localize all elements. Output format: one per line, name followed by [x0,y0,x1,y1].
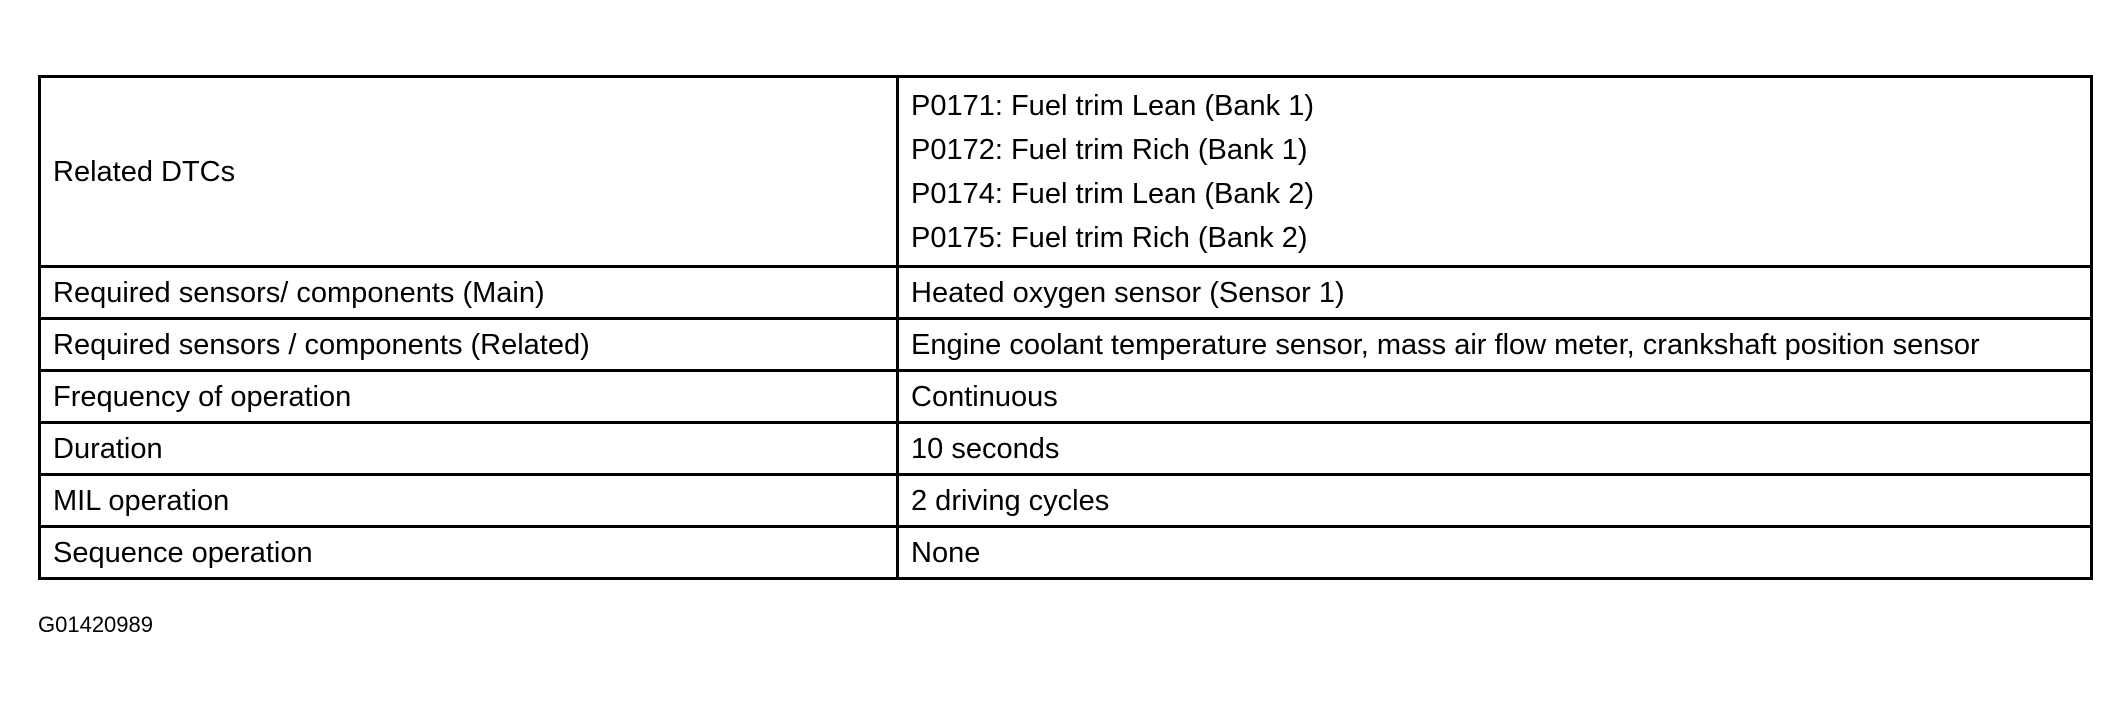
table-row-related-dtcs [40,77,2092,267]
row-label: Duration [40,423,898,475]
row-label: Required sensors / components (Related) [40,319,898,371]
row-value: Continuous [898,371,2092,423]
table-row-sequence-operation [40,527,2092,579]
row-value: 2 driving cycles [898,475,2092,527]
dtc-item: P0174: Fuel trim Lean (Bank 2) [911,177,1314,210]
related-dtcs-label: Related DTCs [40,77,898,267]
dtc-item: P0175: Fuel trim Rich (Bank 2) [911,221,1308,254]
table-row-frequency-of-operation [40,371,2092,423]
table-row-mil-operation [40,475,2092,527]
dtc-item: P0172: Fuel trim Rich (Bank 1) [911,133,1308,166]
row-value: None [898,527,2092,579]
row-label: Frequency of operation [40,371,898,423]
dtc-item: P0171: Fuel trim Lean (Bank 1) [911,89,1314,122]
row-label: Sequence operation [40,527,898,579]
table-row-required-sensors-related [40,319,2092,371]
row-value: Heated oxygen sensor (Sensor 1) [898,267,2092,319]
row-value: Engine coolant temperature sensor, mass air flow meter, crankshaft position sensor [898,319,2092,371]
table-row-duration [40,423,2092,475]
row-label: MIL operation [40,475,898,527]
figure-id: G01420989 [38,612,153,637]
row-value: 10 seconds [898,423,2092,475]
table-row-required-sensors-main [40,267,2092,319]
monitor-specification-table [38,75,2093,580]
related-dtcs-values [898,77,2092,267]
row-label: Required sensors/ components (Main) [40,267,898,319]
